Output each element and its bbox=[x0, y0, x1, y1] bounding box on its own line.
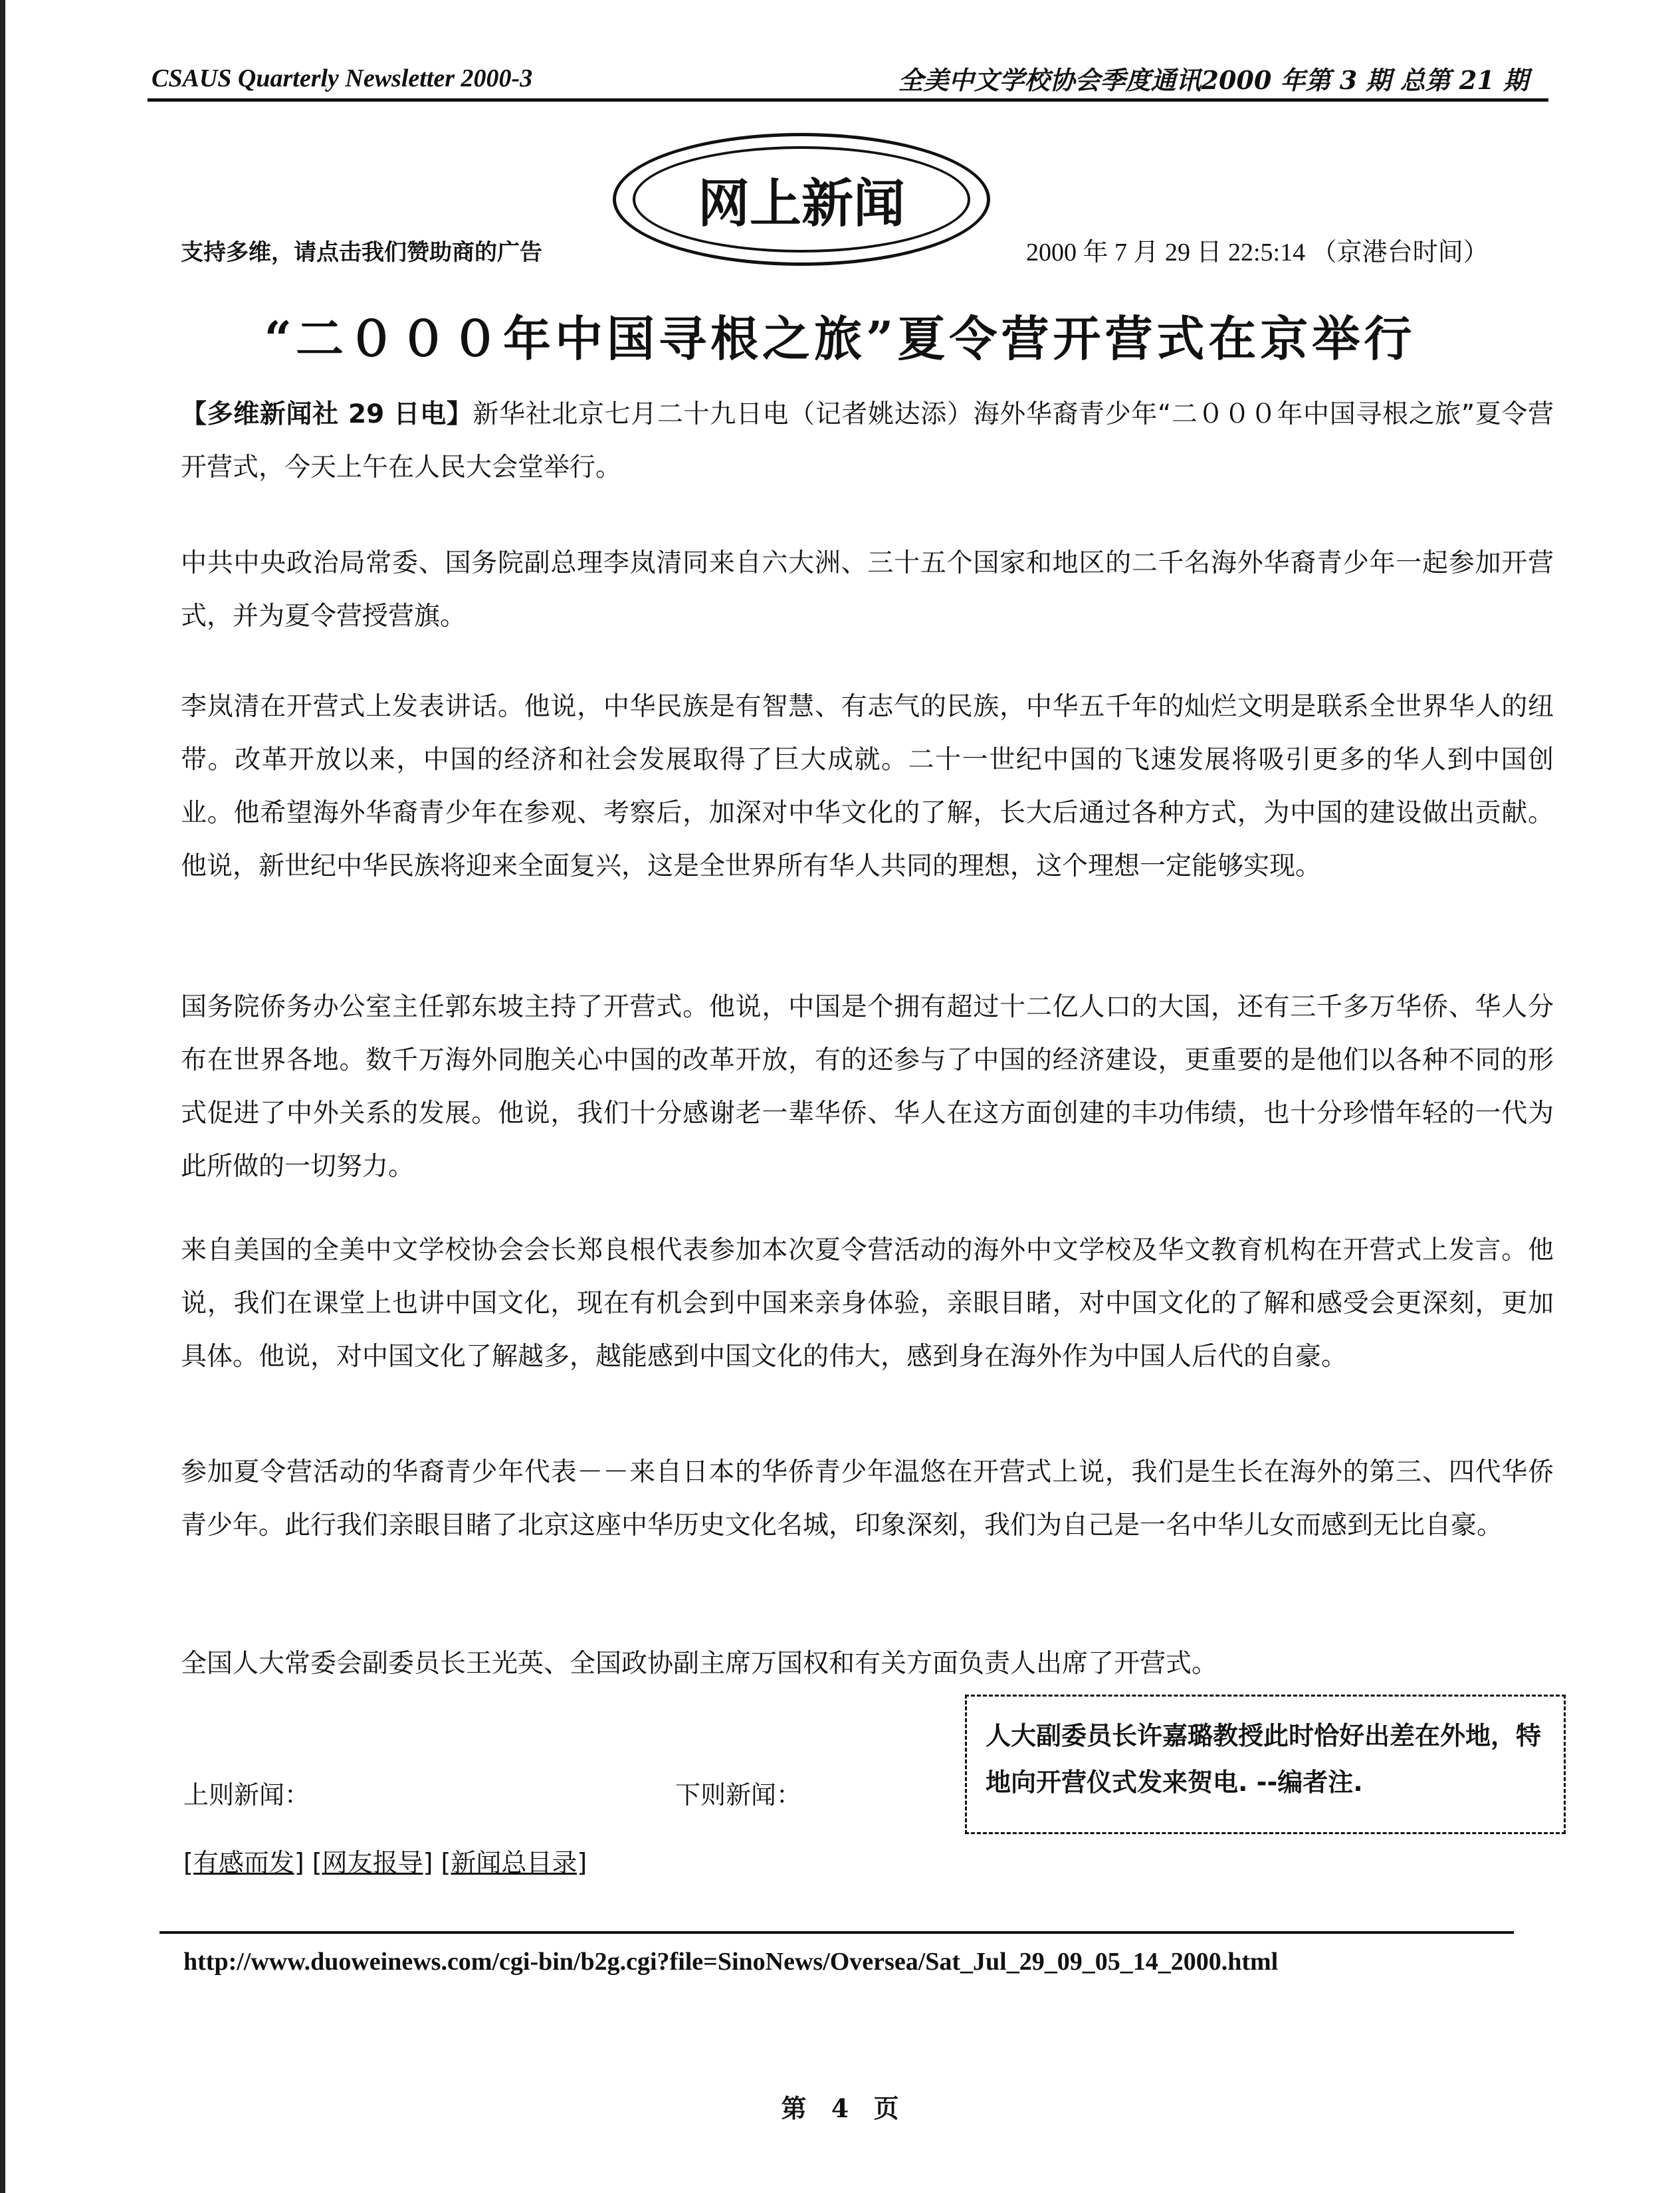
news-agency-lead: 【多维新闻社 29 日电】 bbox=[181, 399, 473, 429]
article-paragraph-4: 国务院侨务办公室主任郭东坡主持了开营式。他说，中国是个拥有超过十二亿人口的大国，还有三千多万华侨、华人分布在世界各地。数千万海外同胞关心中国的改革开放，有的还参与了中国的经济建设，更重要的是他们以各种不同的形式促进了中外关系的发展。他说，我们十分感谢老一辈华侨、华人在这方面创建的丰功伟绩，也十分珍惜年轻的一代为此所做的一切努力。 bbox=[181, 992, 1554, 1182]
article-paragraph-5: 来自美国的全美中文学校协会会长郑良根代表参加本次夏令营活动的海外中文学校及华文教育机构在开营式上发言。他说，我们在课堂上也讲中国文化，现在有机会到中国来亲身体验，亲眼目睹，对中国文化的了解和感受会更深刻，更加具体。他说，对中国文化了解越多，越能感到中国文化的伟大，感到身在海外作为中国人后代的自豪。 bbox=[181, 1235, 1554, 1372]
page-number: 第 4 页 bbox=[781, 2093, 899, 2123]
link-news-index[interactable]: [新闻总目录] bbox=[441, 1848, 587, 1877]
running-header-right: 全美中文学校协会季度通讯2000 年第 3 期 总第 21 期 bbox=[898, 65, 1528, 95]
article-paragraph-7: 全国人大常委会副委员长王光英、全国政协副主席万国权和有关方面负责人出席了开营式。 bbox=[181, 1649, 1218, 1679]
article-paragraph-1 bbox=[181, 388, 1554, 494]
header-rule bbox=[148, 98, 1548, 102]
link-comments[interactable]: [有感而发] bbox=[183, 1848, 304, 1877]
editor-note: 人大副委员长许嘉璐教授此时恰好出差在外地，特地向开营仪式发来贺电. --编者注. bbox=[965, 1695, 1566, 1834]
footer-rule bbox=[159, 1931, 1514, 1934]
sponsor-notice: 支持多维，请点击我们赞助商的广告 bbox=[181, 239, 542, 266]
running-header-left: CSAUS Quarterly Newsletter 2000-3 bbox=[152, 64, 533, 92]
article-headline: “二０００年中国寻根之旅”夏令营开营式在京举行 bbox=[264, 310, 1416, 367]
source-url: http://www.duoweinews.com/cgi-bin/b2g.cgi?file=SinoNews/Oversea/Sat_Jul_29_09_05_14_2000.html bbox=[183, 1948, 1279, 1976]
next-news-label: 下则新闻： bbox=[675, 1780, 802, 1810]
nav-links bbox=[183, 1842, 587, 1879]
scan-binding-edge bbox=[0, 0, 5, 2193]
link-reader-reports[interactable]: [网友报导] bbox=[312, 1848, 433, 1877]
dateline: 2000 年 7 月 29 日 22:5:14 （京港台时间） bbox=[1026, 239, 1489, 266]
section-badge: 网上新闻 bbox=[633, 146, 970, 253]
article-paragraph-3: 李岚清在开营式上发表讲话。他说，中华民族是有智慧、有志气的民族，中华五千年的灿烂文明是联系全世界华人的纽带。改革开放以来，中国的经济和社会发展取得了巨大成就。二十一世纪中国的飞速发展将吸引更多的华人到中国创业。他希望海外华裔青少年在参观、考察后，加深对中华文化的了解，长大后通过各种方式，为中国的建设做出贡献。他说，新世纪中华民族将迎来全面复兴，这是全世界所有华人共同的理想，这个理想一定能够实现。 bbox=[181, 692, 1554, 881]
article-paragraph-6: 参加夏令营活动的华裔青少年代表－－来自日本的华侨青少年温悠在开营式上说，我们是生长在海外的第三、四代华侨青少年。此行我们亲眼目睹了北京这座中华历史文化名城，印象深刻，我们为自己是一名中华儿女而感到无比自豪。 bbox=[181, 1457, 1554, 1540]
article-paragraph-2: 中共中央政治局常委、国务院副总理李岚清同来自六大洲、三十五个国家和地区的二千名海外华裔青少年一起参加开营式，并为夏令营授营旗。 bbox=[181, 548, 1554, 631]
prev-news-label: 上则新闻： bbox=[183, 1780, 310, 1810]
paragraph-1-body: 新华社北京七月二十九日电（记者姚达添）海外华裔青少年“二０００年中国寻根之旅”夏令营开营式，今天上午在人民大会堂举行。 bbox=[181, 399, 1554, 482]
